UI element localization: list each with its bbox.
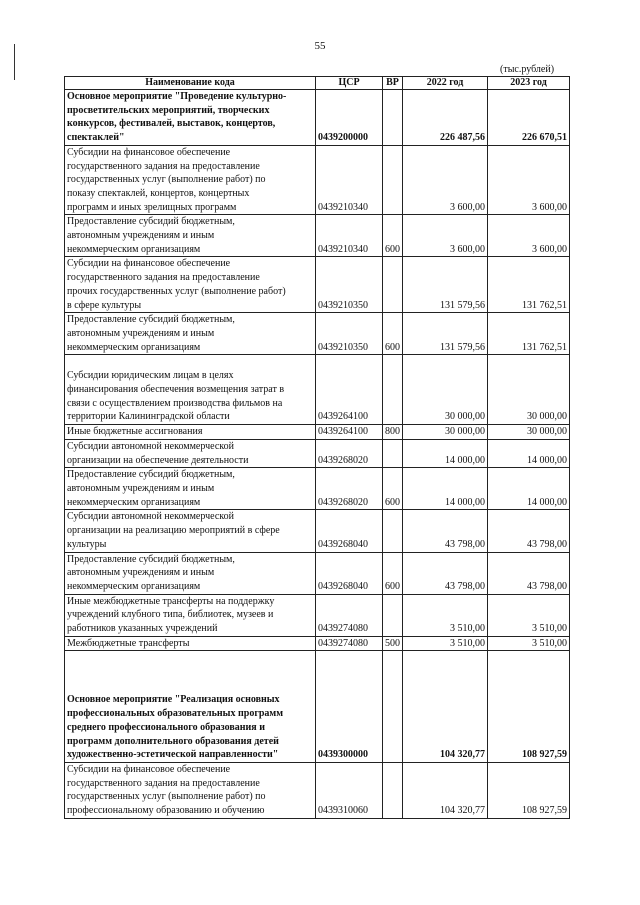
header-vr: ВР — [383, 77, 403, 90]
header-csr: ЦСР — [316, 77, 383, 90]
row-csr: 0439274080 — [316, 594, 383, 636]
row-csr: 0439268020 — [316, 468, 383, 510]
row-2022: 14 000,00 — [403, 468, 488, 510]
row-vr — [383, 762, 403, 818]
budget-table — [64, 76, 570, 819]
row-2022: 3 600,00 — [403, 145, 488, 215]
row-vr — [383, 355, 403, 425]
table-row — [65, 510, 570, 552]
row-vr — [383, 257, 403, 313]
row-csr: 0439268040 — [316, 552, 383, 594]
row-vr: 600 — [383, 468, 403, 510]
row-csr: 0439274080 — [316, 636, 383, 651]
row-name: Межбюджетные трансферты — [65, 636, 316, 651]
row-name: Основное мероприятие "Проведение культурно- просветительских мероприятий, творческих конкурсов, фестивалей, выставок, концертов, спектаклей" — [65, 90, 316, 146]
row-2022: 30 000,00 — [403, 425, 488, 440]
row-csr: 0439310060 — [316, 762, 383, 818]
row-2023: 131 762,51 — [488, 313, 570, 355]
units-label: (тыс.рублей) — [500, 64, 555, 75]
row-2022: 43 798,00 — [403, 510, 488, 552]
table-row — [65, 762, 570, 818]
row-csr: 0439264100 — [316, 425, 383, 440]
header-2023: 2023 год — [488, 77, 570, 90]
row-name: Субсидии на финансовое обеспечение государственного задания на предоставление государственных услуг (выполнение работ) по показу спектаклей, концертов, концертных программ и иных зрелищных программ — [65, 145, 316, 215]
row-name: Субсидии автономной некоммерческой организации на обеспечение деятельности — [65, 439, 316, 467]
row-name: Иные межбюджетные трансферты на поддержку учреждений клубного типа, библиотек, музеев и работников указанных учреждений — [65, 594, 316, 636]
row-2023: 108 927,59 — [488, 651, 570, 763]
row-2023: 14 000,00 — [488, 439, 570, 467]
row-vr — [383, 145, 403, 215]
row-csr: 0439300000 — [316, 651, 383, 763]
row-name: Основное мероприятие "Реализация основных профессиональных образовательных программ среднего профессионального образования и программ дополнительного образования детей художественно-эстетической направленности" — [65, 651, 316, 763]
row-2023: 14 000,00 — [488, 468, 570, 510]
row-2023: 131 762,51 — [488, 257, 570, 313]
row-csr: 0439264100 — [316, 355, 383, 425]
row-vr — [383, 510, 403, 552]
row-csr: 0439268040 — [316, 510, 383, 552]
row-csr: 0439210350 — [316, 313, 383, 355]
row-2022: 3 510,00 — [403, 636, 488, 651]
row-vr: 600 — [383, 313, 403, 355]
row-name: Предоставление субсидий бюджетным, автономным учреждениям и иным некоммерческим организациям — [65, 313, 316, 355]
header-name: Наименование кода — [65, 77, 316, 90]
row-name: Субсидии на финансовое обеспечение государственного задания на предоставление прочих государственных услуг (выполнение работ) в сфере культуры — [65, 257, 316, 313]
row-2023: 30 000,00 — [488, 425, 570, 440]
row-vr — [383, 90, 403, 146]
row-csr: 0439268020 — [316, 439, 383, 467]
table-row — [65, 145, 570, 215]
row-vr: 600 — [383, 215, 403, 257]
page-number: 55 — [314, 40, 326, 52]
row-2023: 3 510,00 — [488, 594, 570, 636]
table-row — [65, 425, 570, 440]
row-2022: 14 000,00 — [403, 439, 488, 467]
row-2022: 43 798,00 — [403, 552, 488, 594]
row-2022: 104 320,77 — [403, 651, 488, 763]
row-vr — [383, 651, 403, 763]
row-vr — [383, 594, 403, 636]
row-vr — [383, 439, 403, 467]
table-row — [65, 636, 570, 651]
row-2023: 3 600,00 — [488, 145, 570, 215]
row-2022: 3 510,00 — [403, 594, 488, 636]
row-csr: 0439210340 — [316, 215, 383, 257]
table-row — [65, 355, 570, 425]
row-name: Субсидии юридическим лицам в целях финансирования обеспечения возмещения затрат в связи с осуществлением производства фильмов на территории Калининградской области — [65, 355, 316, 425]
row-name: Предоставление субсидий бюджетным, автономным учреждениям и иным некоммерческим организациям — [65, 552, 316, 594]
row-name: Предоставление субсидий бюджетным, автономным учреждениям и иным некоммерческим организациям — [65, 468, 316, 510]
table-row — [65, 439, 570, 467]
table-row — [65, 651, 570, 763]
row-2022: 104 320,77 — [403, 762, 488, 818]
table-header-row — [65, 77, 570, 90]
table-row — [65, 215, 570, 257]
row-2023: 43 798,00 — [488, 552, 570, 594]
row-name: Иные бюджетные ассигнования — [65, 425, 316, 440]
table-row — [65, 552, 570, 594]
row-2022: 131 579,56 — [403, 257, 488, 313]
row-vr: 800 — [383, 425, 403, 440]
row-name: Субсидии автономной некоммерческой организации на реализацию мероприятий в сфере культуры — [65, 510, 316, 552]
row-2022: 131 579,56 — [403, 313, 488, 355]
row-2023: 3 600,00 — [488, 215, 570, 257]
row-name: Предоставление субсидий бюджетным, автономным учреждениям и иным некоммерческим организациям — [65, 215, 316, 257]
row-csr: 0439210340 — [316, 145, 383, 215]
row-2023: 3 510,00 — [488, 636, 570, 651]
row-csr: 0439210350 — [316, 257, 383, 313]
row-2022: 226 487,56 — [403, 90, 488, 146]
table-row — [65, 257, 570, 313]
row-2023: 108 927,59 — [488, 762, 570, 818]
row-vr: 600 — [383, 552, 403, 594]
row-2023: 30 000,00 — [488, 355, 570, 425]
row-vr: 500 — [383, 636, 403, 651]
row-2023: 43 798,00 — [488, 510, 570, 552]
row-2022: 30 000,00 — [403, 355, 488, 425]
row-csr: 0439200000 — [316, 90, 383, 146]
row-name: Субсидии на финансовое обеспечение государственного задания на предоставление государственных услуг (выполнение работ) по профессиональному образованию и обучению — [65, 762, 316, 818]
table-row — [65, 90, 570, 146]
table-row — [65, 594, 570, 636]
row-2023: 226 670,51 — [488, 90, 570, 146]
table-row — [65, 313, 570, 355]
row-2022: 3 600,00 — [403, 215, 488, 257]
header-2022: 2022 год — [403, 77, 488, 90]
table-row — [65, 468, 570, 510]
